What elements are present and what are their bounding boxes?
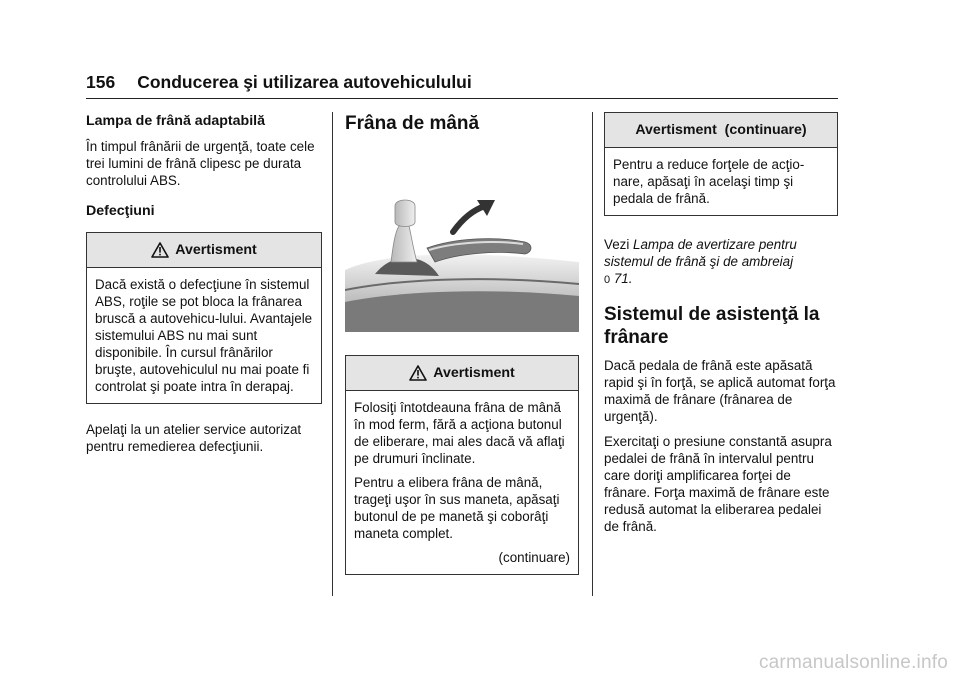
warning-title: Avertisment (175, 242, 257, 258)
warning-box-abs (86, 232, 322, 404)
continued-label: (continuare) (498, 550, 570, 565)
paragraph-adaptive-brake-lamp: În timpul frânării de urgenţă, toate cele trei lumini de frână clipesc pe durata controlului ABS. (86, 139, 315, 188)
warning-box-body (87, 268, 321, 403)
watermark: carmanualsonline.info (758, 652, 948, 673)
column-divider-2 (592, 112, 593, 596)
warning-box-header (87, 233, 321, 268)
header-rule (86, 98, 838, 99)
warning-text-continued: Pentru a reduce forţele de acţio-nare, apăsaţi în acelaşi timp şi pedala de frână. (613, 157, 805, 206)
warning-title: Avertisment (continuare) (635, 122, 807, 138)
heading-brake-assist: Sistemul de asistenţă la frânare (604, 304, 820, 348)
column-1 (86, 112, 322, 455)
cross-reference (604, 236, 838, 289)
warning-box-body (605, 148, 837, 215)
warning-box-continued (604, 112, 838, 216)
column-2 (345, 112, 579, 575)
paragraph-brake-assist-2: Exercitaţi o presiune constantă asupra pedalei de frână în intervalul pentru care doriţi amplificarea forţei de frânare. Forţa maximă de frânare este redusă automat la eliberarea pedalei de frână. (604, 434, 832, 534)
warning-box-header (605, 113, 837, 148)
ref-link-text: Lampa de avertizare pentru sistemul de frână şi de ambreiaj (604, 237, 797, 269)
paragraph-brake-assist-1: Dacă pedala de frână este apăsată rapid şi în forţă, se aplică automat forţa maximă de frânare (frânarea de urgenţă). (604, 358, 836, 424)
ref-page-number: 71 (613, 271, 629, 286)
page-ref-arrow-icon: 0 (604, 274, 611, 286)
warning-triangle-icon (151, 242, 169, 258)
heading-faults: Defecţiuni (86, 203, 155, 219)
page-header (86, 72, 472, 93)
warning-box-header (346, 356, 578, 391)
chapter-title: Conducerea şi utilizarea autovehiculului (137, 72, 472, 92)
heading-parking-brake: Frâna de mână (345, 113, 480, 134)
warning-text-abs: Dacă există o defecţiune în sistemul ABS, roţile se pot bloca la frânarea bruscă a autovehicu-lului. Avantajele sistemului ABS nu mai sunt disponibile. În cursul frânărilor bruşte, autovehiculul nu mai poate fi controlat şi poate intra în derapaj. (95, 277, 313, 394)
column-divider-1 (332, 112, 333, 596)
warning-text-2: Pentru a elibera frâna de mână, trageţi uşor în sus maneta, apăsaţi butonul de pe manetă şi coborâţi maneta complet. (354, 475, 560, 541)
warning-box-body (346, 391, 578, 574)
warning-text-1: Folosiţi întotdeauna frâna de mână în mod ferm, fără a acţiona butonul de eliberare, mai ales dacă vă aflaţi pe drumuri înclinate. (354, 400, 565, 466)
paragraph-service: Apelaţi la un atelier service autorizat pentru remedierea defecţiunii. (86, 422, 302, 454)
warning-title: Avertisment (433, 365, 515, 381)
column-3 (604, 112, 838, 535)
heading-adaptive-brake-lamp: Lampa de frână adaptabilă (86, 113, 265, 129)
parking-brake-illustration (345, 192, 579, 337)
ref-prefix: Vezi (604, 237, 634, 252)
ref-suffix: . (628, 271, 633, 286)
warning-triangle-icon (409, 365, 427, 381)
warning-box-parking-brake (345, 355, 579, 575)
page-number: 156 (86, 72, 116, 92)
parking-brake-figure (345, 192, 579, 332)
